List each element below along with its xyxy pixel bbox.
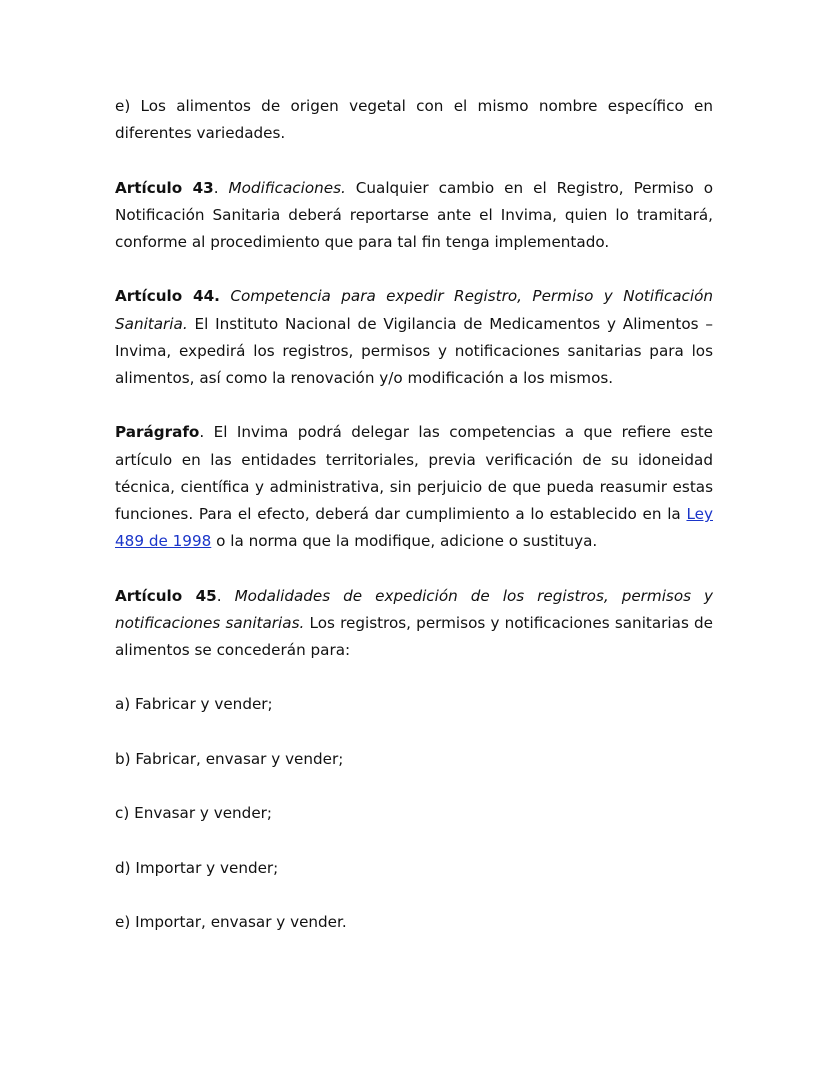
- list-item-text: e) Importar, envasar y vender.: [115, 912, 347, 931]
- article-44-body: El Instituto Nacional de Vigilancia de Medicamentos y Alimentos – Invima, expedirá los registros, permisos y notificaciones sanitarias para los alimentos, así como la renovación y/o modificación a los mismos.: [115, 314, 713, 387]
- article-44-label: Artículo 44.: [115, 287, 220, 306]
- article-45-dot: .: [216, 586, 235, 605]
- paragrafo-label: Parágrafo: [115, 423, 200, 442]
- article-45-body: Los registros, permisos y notificaciones sanitarias de alimentos se concederán para:: [115, 613, 714, 659]
- paragrafo-body-after: o la norma que la modifique, adicione o sustituya.: [211, 532, 598, 551]
- paragrafo: [115, 419, 713, 555]
- article-45: [115, 583, 713, 665]
- list-item-b: [115, 746, 713, 773]
- paragrafo-body-before: . El Invima podrá delegar las competencias a que refiere este artículo en las entidades territoriales, previa verificación de su idoneidad técnica, científica y administrativa, sin perjuicio de que pueda reasumir estas funciones. Para el efecto, deberá dar cumplimiento a lo establecido en la: [115, 423, 713, 523]
- list-item-text: b) Fabricar, envasar y vender;: [115, 749, 344, 768]
- article-43-label: Artículo 43: [115, 178, 214, 197]
- article-44: [115, 283, 713, 392]
- list-item-text: c) Envasar y vender;: [115, 804, 273, 823]
- article-43-heading: Modificaciones.: [228, 178, 346, 197]
- list-item-text: a) Fabricar y vender;: [115, 695, 273, 714]
- list-item-a: [115, 691, 713, 718]
- paragraph-item-e-vegetal: [115, 93, 713, 147]
- list-item-text: d) Importar y vender;: [115, 858, 279, 877]
- article-45-heading: Modalidades de expedición de los registros, permisos y notificaciones sanitarias.: [115, 586, 714, 632]
- article-43-body: Cualquier cambio en el Registro, Permiso o Notificación Sanitaria deberá reportarse ante el Invima, quien lo tramitará, conforme al procedimiento que para tal fin tenga implementado.: [115, 178, 713, 251]
- article-44-heading: Competencia para expedir Registro, Permiso y Notificación Sanitaria.: [115, 287, 713, 333]
- list-item-d: [115, 855, 713, 882]
- list-item-c: [115, 800, 713, 827]
- article-45-label: Artículo 45: [115, 586, 217, 605]
- list-item-e: [115, 909, 713, 936]
- ley-489-link[interactable]: Ley 489 de 1998: [115, 505, 713, 551]
- article-43: [115, 175, 713, 257]
- article-43-dot: .: [213, 178, 229, 197]
- paragraph-text: e) Los alimentos de origen vegetal con el mismo nombre específico en diferentes variedades.: [115, 97, 713, 143]
- document-page: [115, 93, 713, 936]
